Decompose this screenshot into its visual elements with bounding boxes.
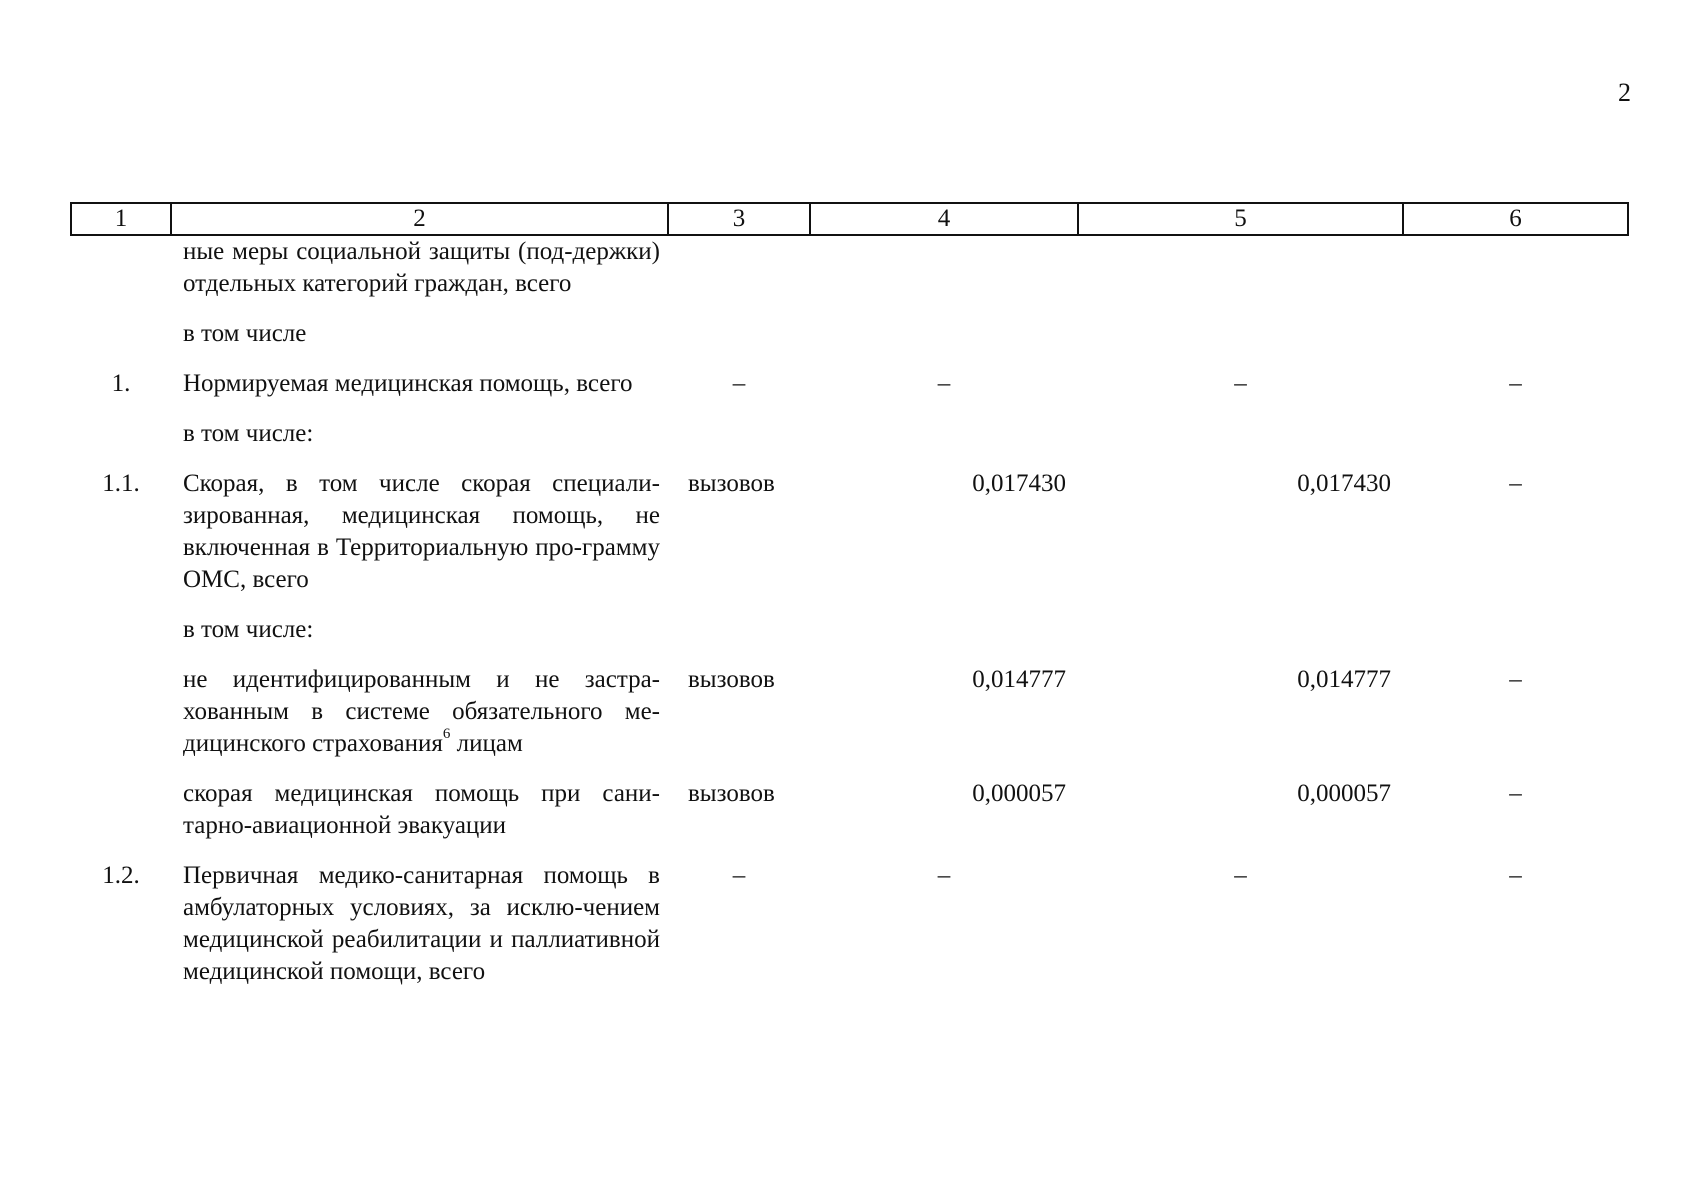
row-unit: – xyxy=(732,370,746,397)
row-number: 1. xyxy=(111,370,131,397)
row-value-4 xyxy=(810,400,1078,450)
column-header-4: 4 xyxy=(810,203,1078,235)
column-header-2: 2 xyxy=(171,203,668,235)
row-number: 1.2. xyxy=(102,862,140,889)
row-value-5: 0,000057 xyxy=(1297,780,1391,807)
column-header-5: 5 xyxy=(1078,203,1403,235)
row-value-4 xyxy=(810,596,1078,646)
row-number xyxy=(71,646,171,760)
row-name: скорая медицинская помощь при сани-тарно-авиационной эвакуации xyxy=(183,780,660,839)
table-row xyxy=(71,760,1628,842)
row-value-6 xyxy=(1403,400,1628,450)
row-value-5: – xyxy=(1234,370,1247,397)
row-value-6 xyxy=(1403,300,1628,350)
table-row xyxy=(71,350,1628,400)
row-value-4: 0,000057 xyxy=(972,780,1066,807)
table-row xyxy=(71,300,1628,350)
row-value-5 xyxy=(1078,235,1403,300)
row-name xyxy=(171,646,668,760)
row-value-5: 0,017430 xyxy=(1297,470,1391,497)
data-table xyxy=(70,202,1629,988)
row-name: в том числе: xyxy=(183,616,314,643)
footnote-marker: 6 xyxy=(442,725,451,742)
row-value-6: – xyxy=(1509,862,1522,889)
row-name: Скорая, в том числе скорая специали-зированная, медицинская помощь, не включенная в Территориальную про-грамму ОМС, всего xyxy=(183,470,660,593)
row-value-6: – xyxy=(1509,780,1522,807)
row-value-4: 0,017430 xyxy=(972,470,1066,497)
row-value-4: 0,014777 xyxy=(972,666,1066,693)
table-row xyxy=(71,400,1628,450)
row-unit xyxy=(668,235,810,300)
row-unit xyxy=(668,400,810,450)
row-value-4: – xyxy=(937,862,951,889)
row-unit xyxy=(668,596,810,646)
row-name-tail: лицам xyxy=(450,730,523,757)
table-row xyxy=(71,646,1628,760)
table-row xyxy=(71,235,1628,300)
row-name-text: не идентифицированным и не застра-хованным в системе обязательного ме-дицинского страхования xyxy=(183,666,660,757)
row-value-5 xyxy=(1078,300,1403,350)
row-number xyxy=(71,400,171,450)
row-number xyxy=(71,596,171,646)
row-unit: – xyxy=(732,862,746,889)
row-number xyxy=(71,300,171,350)
row-unit: вызовов xyxy=(688,470,775,497)
row-value-5 xyxy=(1078,400,1403,450)
row-value-6 xyxy=(1403,596,1628,646)
row-name: Первичная медико-санитарная помощь в амбулаторных условиях, за исклю-чением медицинской реабилитации и паллиативной медицинской помощи, всего xyxy=(183,862,660,985)
column-number-header-row xyxy=(71,203,1628,235)
column-header-6: 6 xyxy=(1403,203,1628,235)
row-value-5 xyxy=(1078,596,1403,646)
row-number xyxy=(71,235,171,300)
column-header-1: 1 xyxy=(71,203,171,235)
table-row xyxy=(71,450,1628,596)
row-number xyxy=(71,760,171,842)
table-row xyxy=(71,842,1628,988)
row-value-6 xyxy=(1403,235,1628,300)
row-value-5: 0,014777 xyxy=(1297,666,1391,693)
page-number: 2 xyxy=(1618,78,1631,107)
row-name: в том числе xyxy=(183,320,307,347)
row-number: 1.1. xyxy=(102,470,140,497)
row-unit xyxy=(668,300,810,350)
row-value-4 xyxy=(810,235,1078,300)
row-value-5: – xyxy=(1234,862,1247,889)
table-row xyxy=(71,596,1628,646)
row-name: в том числе: xyxy=(183,420,314,447)
row-unit: вызовов xyxy=(688,666,775,693)
row-value-6: – xyxy=(1509,370,1522,397)
row-value-4: – xyxy=(937,370,951,397)
row-value-6: – xyxy=(1509,666,1522,693)
row-name: ные меры социальной защиты (под-держки) отдельных категорий граждан, всего xyxy=(183,238,660,297)
row-value-4 xyxy=(810,300,1078,350)
row-value-6: – xyxy=(1509,470,1522,497)
row-name: Нормируемая медицинская помощь, всего xyxy=(183,370,633,397)
row-unit: вызовов xyxy=(688,780,775,807)
column-header-3: 3 xyxy=(668,203,810,235)
